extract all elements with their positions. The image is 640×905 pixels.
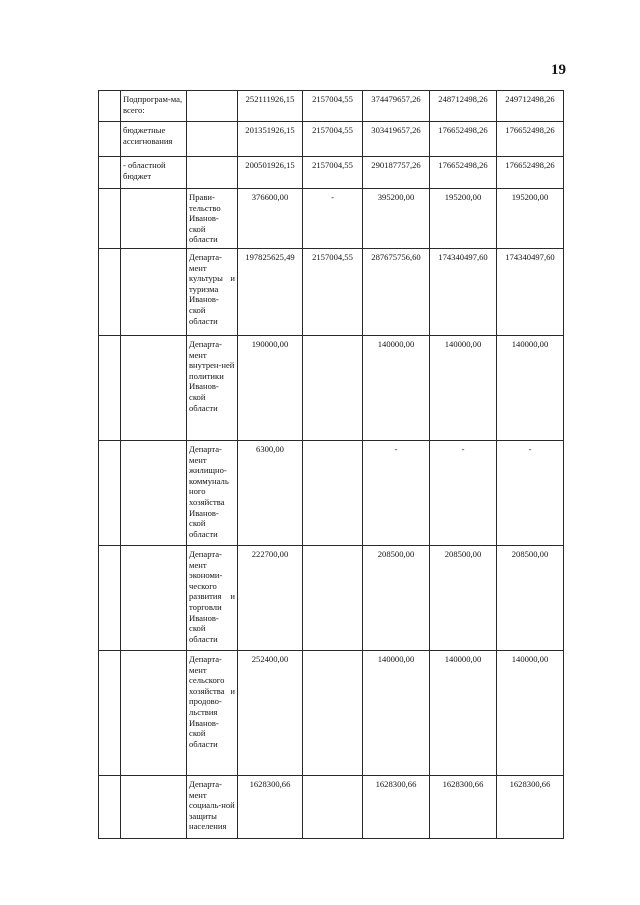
table-row — [99, 651, 564, 776]
amount-cell: 200501926,15 — [238, 157, 303, 189]
amount-cell: 249712498,26 — [497, 91, 564, 122]
amount-cell — [303, 336, 363, 441]
executor-cell: Департа-мент экономи-ческого развития и торговли Иванов-ской области — [187, 546, 238, 651]
row-label-cell — [121, 189, 187, 249]
amount-cell: 197825625,49 — [238, 249, 303, 336]
amount-cell: 140000,00 — [497, 336, 564, 441]
row-index-cell — [99, 249, 121, 336]
amount-cell: 1628300,66 — [363, 776, 430, 839]
amount-cell: 140000,00 — [363, 651, 430, 776]
amount-cell: 1628300,66 — [497, 776, 564, 839]
amount-cell: 201351926,15 — [238, 122, 303, 157]
amount-cell: 2157004,55 — [303, 91, 363, 122]
amount-cell: 1628300,66 — [238, 776, 303, 839]
amount-cell — [303, 776, 363, 839]
amount-cell: 222700,00 — [238, 546, 303, 651]
amount-cell: 174340497,60 — [497, 249, 564, 336]
amount-cell: - — [497, 441, 564, 546]
amount-cell: 140000,00 — [430, 336, 497, 441]
amount-cell: - — [363, 441, 430, 546]
table-row — [99, 546, 564, 651]
amount-cell: 208500,00 — [430, 546, 497, 651]
amount-cell — [303, 441, 363, 546]
executor-cell: Департа-мент жилищно-коммуналь ного хозяйства Иванов-ской области — [187, 441, 238, 546]
amount-cell: 140000,00 — [363, 336, 430, 441]
amount-cell: 6300,00 — [238, 441, 303, 546]
amount-cell: 248712498,26 — [430, 91, 497, 122]
row-index-cell — [99, 651, 121, 776]
amount-cell: 208500,00 — [497, 546, 564, 651]
amount-cell: 2157004,55 — [303, 157, 363, 189]
row-index-cell — [99, 776, 121, 839]
row-index-cell — [99, 189, 121, 249]
row-index-cell — [99, 546, 121, 651]
row-label-cell — [121, 776, 187, 839]
executor-cell: Департа-мент внутрен-ней политики Иванов-ской области — [187, 336, 238, 441]
amount-cell: 176652498,26 — [430, 122, 497, 157]
amount-cell: 190000,00 — [238, 336, 303, 441]
table-row — [99, 336, 564, 441]
amount-cell: - — [303, 189, 363, 249]
amount-cell: 208500,00 — [363, 546, 430, 651]
table-row — [99, 122, 564, 157]
amount-cell: 195200,00 — [430, 189, 497, 249]
row-label-cell: - областной бюджет — [121, 157, 187, 189]
budget-table — [98, 90, 564, 839]
amount-cell: 287675756,60 — [363, 249, 430, 336]
amount-cell: 195200,00 — [497, 189, 564, 249]
amount-cell: 303419657,26 — [363, 122, 430, 157]
row-index-cell — [99, 336, 121, 441]
row-index-cell — [99, 122, 121, 157]
amount-cell — [303, 651, 363, 776]
executor-cell — [187, 122, 238, 157]
amount-cell: 252111926,15 — [238, 91, 303, 122]
page-number: 19 — [551, 62, 566, 78]
amount-cell — [303, 546, 363, 651]
amount-cell: 176652498,26 — [497, 122, 564, 157]
amount-cell: 2157004,55 — [303, 122, 363, 157]
table-row — [99, 91, 564, 122]
executor-cell: Прави-тельство Иванов-ской области — [187, 189, 238, 249]
executor-cell — [187, 91, 238, 122]
amount-cell: 140000,00 — [430, 651, 497, 776]
table-row — [99, 249, 564, 336]
executor-cell: Департа-мент сельского хозяйства и продово-льствия Иванов-ской области — [187, 651, 238, 776]
amount-cell: 176652498,26 — [430, 157, 497, 189]
table-row — [99, 776, 564, 839]
row-label-cell — [121, 336, 187, 441]
amount-cell: 252400,00 — [238, 651, 303, 776]
amount-cell: 376600,00 — [238, 189, 303, 249]
executor-cell — [187, 157, 238, 189]
row-index-cell — [99, 441, 121, 546]
row-label-cell — [121, 249, 187, 336]
row-label-cell: Подпрограм-ма, всего: — [121, 91, 187, 122]
amount-cell: 140000,00 — [497, 651, 564, 776]
executor-cell: Департа-мент культуры и туризма Иванов-ской области — [187, 249, 238, 336]
row-label-cell — [121, 546, 187, 651]
row-label-cell — [121, 441, 187, 546]
amount-cell: 2157004,55 — [303, 249, 363, 336]
amount-cell: 174340497,60 — [430, 249, 497, 336]
executor-cell: Департа-мент социаль-ной защиты населения — [187, 776, 238, 839]
amount-cell: 176652498,26 — [497, 157, 564, 189]
row-index-cell — [99, 91, 121, 122]
amount-cell: 1628300,66 — [430, 776, 497, 839]
table-row — [99, 157, 564, 189]
row-label-cell — [121, 651, 187, 776]
amount-cell: 395200,00 — [363, 189, 430, 249]
row-index-cell — [99, 157, 121, 189]
row-label-cell: бюджетные ассигнования — [121, 122, 187, 157]
table-row — [99, 441, 564, 546]
amount-cell: 290187757,26 — [363, 157, 430, 189]
amount-cell: - — [430, 441, 497, 546]
amount-cell: 374479657,26 — [363, 91, 430, 122]
table-row — [99, 189, 564, 249]
